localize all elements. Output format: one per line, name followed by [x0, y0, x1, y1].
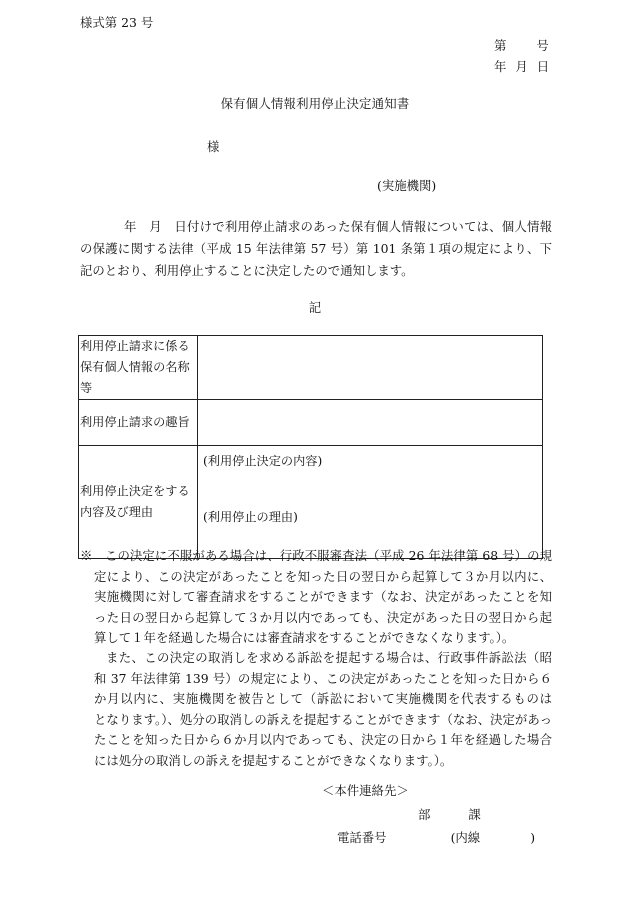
- document-date: [494, 61, 549, 73]
- table-row: [79, 400, 543, 446]
- row-value-request-purpose: [198, 400, 543, 446]
- date-month: 月: [515, 59, 528, 74]
- addressee: 様: [207, 139, 220, 154]
- phone-label: 電話番号: [337, 830, 387, 845]
- details-table: [78, 335, 543, 559]
- extension-close: ): [530, 830, 536, 845]
- decision-reason-label: (利用停止の理由): [203, 510, 298, 524]
- row-label-decision-content: 利用停止決定をする内容及び理由: [79, 446, 198, 559]
- table-row: [79, 446, 543, 559]
- document-number-suffix: 号: [536, 38, 549, 53]
- contact-phone: [337, 832, 535, 844]
- date-year: 年: [494, 59, 507, 74]
- decision-content-label: (利用停止決定の内容): [203, 454, 323, 468]
- department-label: 部: [418, 807, 431, 822]
- row-label-request-purpose: 利用停止請求の趣旨: [79, 400, 198, 446]
- document-number: [494, 40, 549, 52]
- date-day: 日: [536, 59, 550, 74]
- document-title: 保有個人情報利用停止決定通知書: [220, 96, 410, 111]
- appeal-note: ※ この決定に不服がある場合は、行政不服審査法（平成 26 年法律第 68 号）の規定により、この決定があったことを知った日の翌日から起算して３か月以内に、実施機関に対して審査請求をすることができます（なお、決定があったことを知った日の翌日から起算して３か月以内であっても、決定があった日の翌日から起算して１年を経過した場合には審査請求をすることができなくなります。）。: [80, 548, 552, 645]
- row-value-information-name: [198, 336, 543, 400]
- row-label-information-name: 利用停止請求に係る保有個人情報の名称等: [79, 336, 198, 400]
- document-number-prefix: 第: [494, 38, 507, 53]
- contact-department: [418, 809, 481, 821]
- issuer: (実施機関): [377, 178, 437, 193]
- contact-heading: ＜本件連絡先＞: [322, 783, 409, 798]
- lawsuit-note: また、この決定の取消しを求める訴訟を提起する場合は、行政事件訴訟法（昭和 37 年法律第 139 号）の規定により、この決定があったことを知った日から６か月以内に、実施機関を被告として（訴訟において実施機関を代表するものは となります。）、処分の取消しの訴えを提起することができます（なお、決定があったことを知った日から６か月以内であっても、決定の日から１年を経過した場合には処分の取消しの訴えを提起することができなくなります。）。: [94, 650, 614, 768]
- row-value-decision-content: [198, 446, 543, 559]
- ki-heading: 記: [308, 300, 322, 315]
- extension-label: (内線: [450, 830, 481, 845]
- table-row: [79, 336, 543, 400]
- notice-body: 年 月 日付けで利用停止請求のあった保有個人情報については、個人情報の保護に関する法律（平成 15 年法律第 57 号）第 101 条第１項の規定により、下記のとおり、利用停止することに決定したので通知します。: [80, 219, 552, 278]
- form-number: 様式第 23 号: [80, 15, 154, 30]
- section-label: 課: [468, 807, 481, 822]
